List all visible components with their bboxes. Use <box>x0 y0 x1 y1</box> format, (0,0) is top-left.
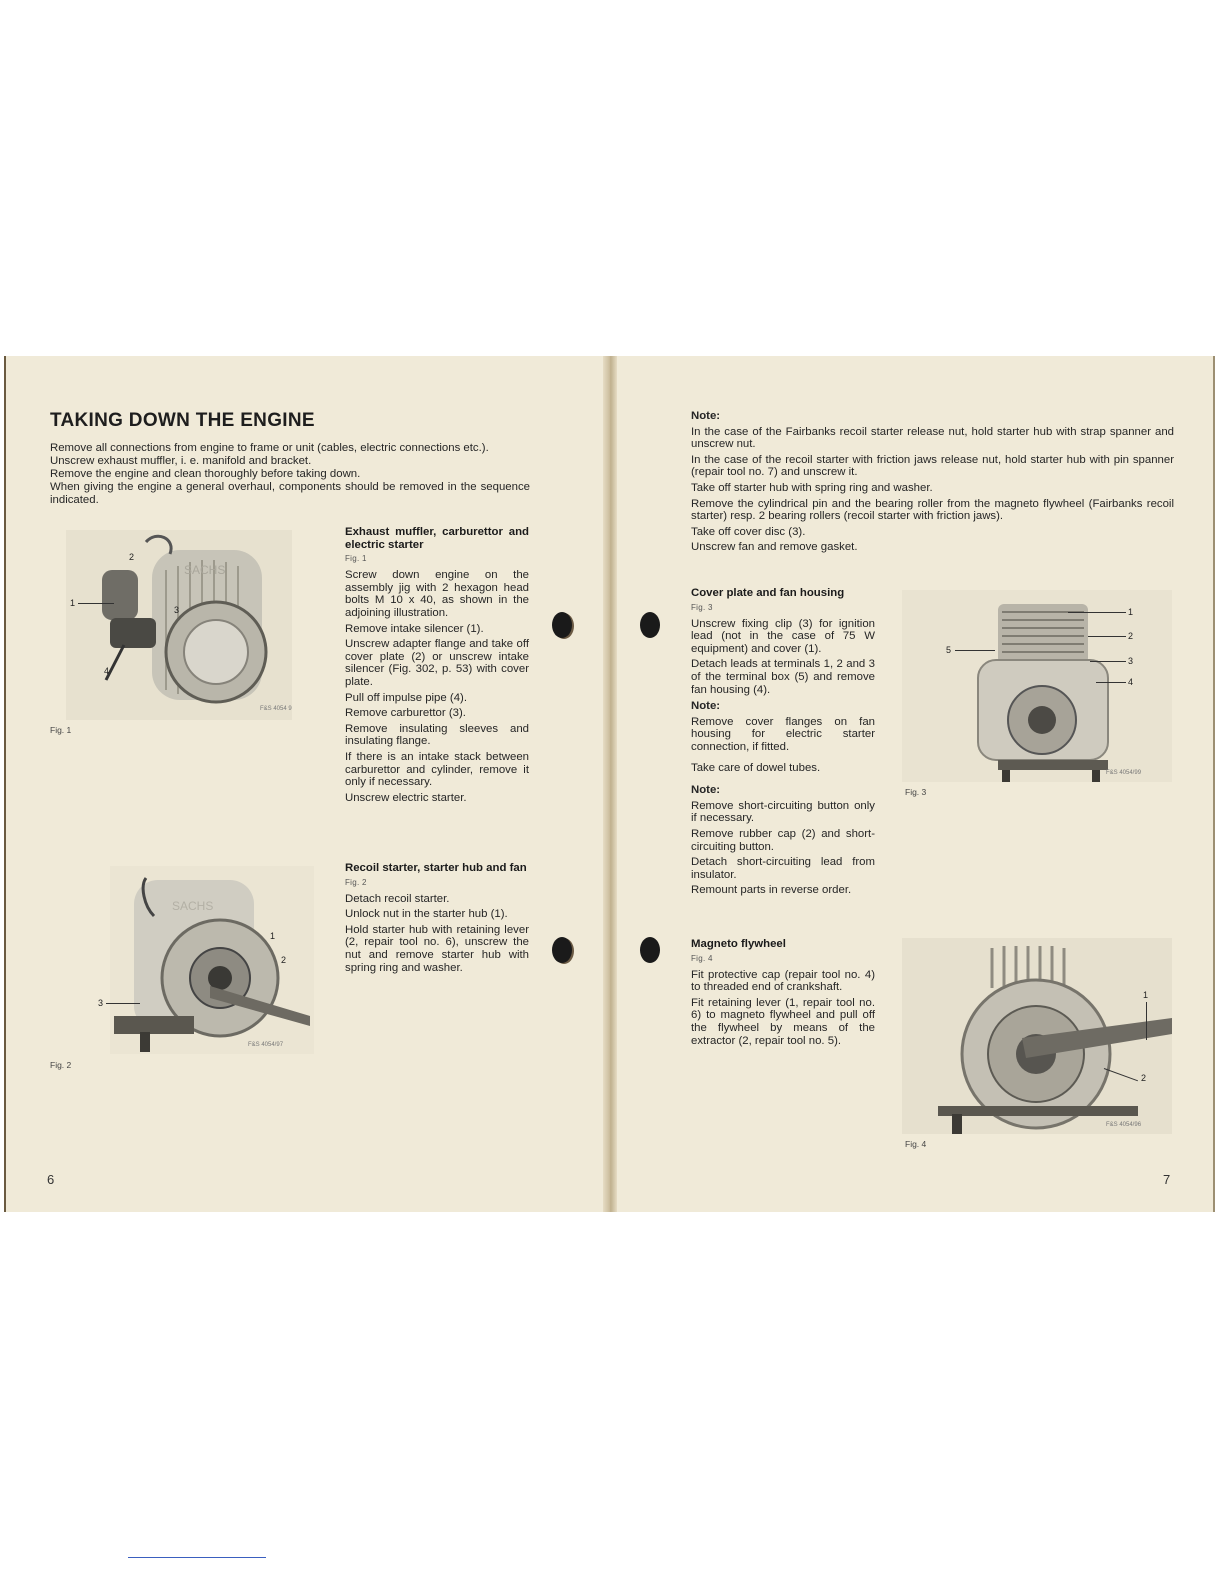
section-cover-plate <box>691 587 875 900</box>
fig1-code: F&S 4054 98 <box>260 706 292 712</box>
section-heading: Magneto flywheel <box>691 938 786 950</box>
step-text: If there is an intake stack between carburettor and cylinder, remove it only if necessary. <box>345 750 529 789</box>
page-title: TAKING DOWN THE ENGINE <box>50 410 315 431</box>
section-recoil-starter <box>345 862 529 977</box>
leader-line <box>1068 612 1126 613</box>
fig3-label: 2 <box>1128 631 1134 641</box>
figure-reference: Fig. 4 <box>691 953 713 963</box>
book-gutter <box>603 356 617 1212</box>
fig1-caption: Fig. 1 <box>50 725 72 735</box>
engine-illustration <box>66 530 292 720</box>
step-text: Screw down engine on the assembly jig with 2 hexagon head bolts M 10 x 40, as shown in the adjoining illustration. <box>345 569 529 619</box>
note-line: Remove rubber cap (2) and short-circuiting button. <box>691 827 875 853</box>
leader-line <box>1090 661 1126 662</box>
note-line: Remove cover flanges on fan housing for electric starter connection, if fitted. <box>691 715 875 753</box>
binder-hole <box>552 937 572 963</box>
fig2-label: 1 <box>270 931 276 941</box>
note-line: Remove the cylindrical pin and the bearing roller from the magneto flywheel (Fairbanks recoil starter) resp. 2 bearing rollers (recoil starter with friction jaws). <box>691 497 1174 523</box>
page-number: 7 <box>1163 1172 1171 1187</box>
fig1-label: 1 <box>70 598 76 608</box>
step-text: Detach leads at terminals 1, 2 and 3 of the terminal box (5) and remove fan housing (4). <box>691 658 875 696</box>
flywheel-illustration <box>902 938 1172 1134</box>
figure-4-photo <box>902 938 1172 1134</box>
note-line: Remount parts in reverse order. <box>691 884 852 897</box>
intro-line: When giving the engine a general overhaul, components should be removed in the sequence indicated. <box>50 481 530 507</box>
section-heading: Cover plate and fan housing <box>691 587 845 599</box>
section-magneto-flywheel <box>691 938 875 1050</box>
step-text: Detach recoil starter. <box>345 892 450 905</box>
fig4-label: 1 <box>1143 990 1149 1000</box>
fig3-code: F&S 4054/99 <box>1106 770 1142 776</box>
fig2-code: F&S 4054/97 <box>248 1042 284 1048</box>
leader-line <box>1088 636 1126 637</box>
step-text: Unlock nut in the starter hub (1). <box>345 908 508 921</box>
fig4-code: F&S 4054/96 <box>1106 1122 1142 1128</box>
step-text: Unscrew adapter flange and take off cover plate (2) or unscrew intake silencer (Fig. 302, p. 53) with cover plate. <box>345 638 529 688</box>
note-heading: Note: <box>691 700 721 713</box>
binder-hole <box>640 612 660 638</box>
figure-reference: Fig. 1 <box>345 554 367 564</box>
intro-line: Remove all connections from engine to frame or unit (cables, electric connections etc.). <box>50 442 489 454</box>
fig1-label: 3 <box>174 605 180 615</box>
fig1-label: 2 <box>129 552 135 562</box>
step-text: Pull off impulse pipe (4). <box>345 691 467 704</box>
note-line: In the case of the Fairbanks recoil starter release nut, hold starter hub with strap spanner and unscrew nut. <box>691 425 1174 451</box>
leader-line <box>955 650 995 651</box>
figure-reference: Fig. 3 <box>691 602 713 612</box>
section-exhaust <box>345 526 529 807</box>
fig2-brand: SACHS <box>172 899 214 913</box>
fig1-brand: SACHS <box>184 563 226 577</box>
step-text: Remove carburettor (3). <box>345 707 466 720</box>
fig1-label: 4 <box>104 666 110 676</box>
step-text: Unscrew fixing clip (3) for ignition lead (not in the case of 75 W equipment) and cover (1). <box>691 617 875 655</box>
note-heading: Note: <box>691 784 721 797</box>
note-line: Unscrew fan and remove gasket. <box>691 541 858 554</box>
note-line: Take care of dowel tubes. <box>691 761 821 774</box>
step-text: Remove intake silencer (1). <box>345 622 484 635</box>
fig4-caption: Fig. 4 <box>905 1139 927 1149</box>
intro-line: Unscrew exhaust muffler, i. e. manifold and bracket. <box>50 455 312 468</box>
note-line: In the case of the recoil starter with friction jaws release nut, hold starter hub with pin spanner (repair tool no. 7) and unscrew it. <box>691 453 1174 479</box>
figure-1-photo <box>66 530 292 720</box>
step-text: Fit protective cap (repair tool no. 4) to threaded end of crankshaft. <box>691 968 875 994</box>
step-text: Fit retaining lever (1, repair tool no. 6) to magneto flywheel and pull off the flywheel by means of the extractor (2, repair tool no. 5). <box>691 996 875 1047</box>
fig3-label: 5 <box>946 645 952 655</box>
note-heading: Note: <box>691 410 721 422</box>
note-line: Take off cover disc (3). <box>691 525 806 538</box>
figure-reference: Fig. 2 <box>345 877 367 887</box>
fig4-label: 2 <box>1141 1073 1147 1083</box>
fig3-caption: Fig. 3 <box>905 787 927 797</box>
note-section <box>691 410 1174 557</box>
intro-text <box>50 442 530 507</box>
intro-line: Remove the engine and clean thoroughly before taking down. <box>50 468 361 481</box>
fig3-label: 3 <box>1128 656 1134 666</box>
leader-line <box>78 603 114 604</box>
footnote-rule <box>128 1557 266 1558</box>
step-text: Hold starter hub with retaining lever (2, repair tool no. 6), unscrew the nut and remove starter hub with spring ring and washer. <box>345 923 529 974</box>
binder-hole <box>552 612 572 638</box>
fig3-label: 1 <box>1128 607 1134 617</box>
fig2-label: 2 <box>281 955 287 965</box>
page-number: 6 <box>47 1172 55 1187</box>
leader-line <box>1096 682 1126 683</box>
fig2-caption: Fig. 2 <box>50 1060 72 1070</box>
leader-line <box>1146 1002 1147 1040</box>
note-line: Detach short-circuiting lead from insulator. <box>691 856 875 881</box>
step-text: Remove insulating sleeves and insulating flange. <box>345 722 529 748</box>
step-text: Unscrew electric starter. <box>345 791 467 804</box>
section-heading: Exhaust muffler, carburettor and electric starter <box>345 526 529 551</box>
binder-hole <box>640 937 660 963</box>
section-heading: Recoil starter, starter hub and fan <box>345 862 527 874</box>
note-line: Take off starter hub with spring ring and washer. <box>691 481 933 494</box>
fig3-label: 4 <box>1128 677 1134 687</box>
fig2-label: 3 <box>98 998 104 1008</box>
note-line: Remove short-circuiting button only if necessary. <box>691 799 875 825</box>
leader-line <box>106 1003 140 1004</box>
